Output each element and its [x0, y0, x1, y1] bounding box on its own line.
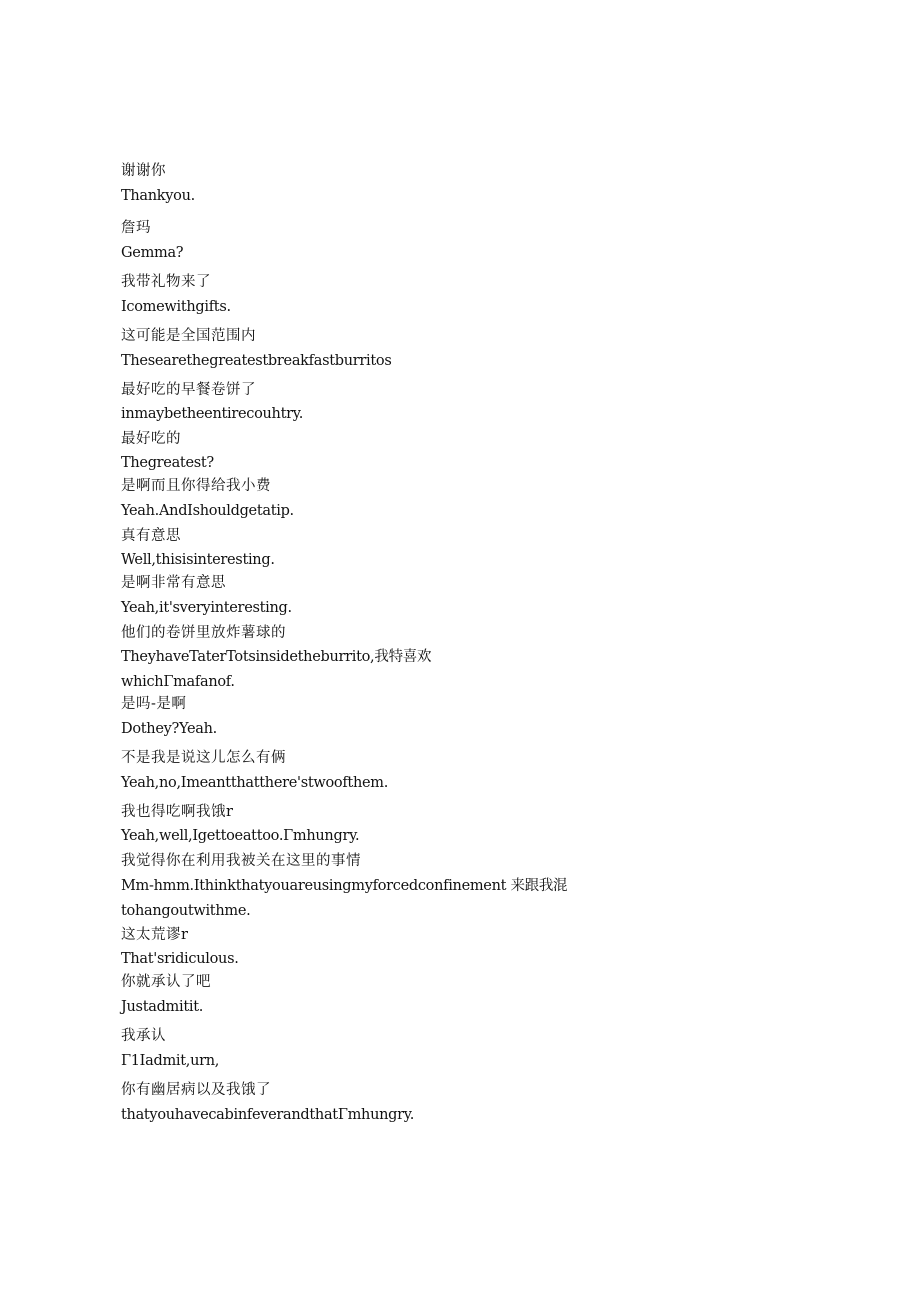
subtitle-en-7: Yeah.AndIshouldgetatip. [121, 503, 294, 519]
subtitle-en-4: Thesearethegreatestbreakfastburritos [121, 353, 392, 369]
subtitle-en-14b: tohangoutwithme. [121, 903, 251, 919]
subtitle-en-9: Yeah,it'sveryinteresting. [121, 600, 292, 616]
subtitle-en-10: TheyhaveTaterTotsinsidetheburrito,我特喜欢 [121, 649, 432, 665]
subtitle-en-11: Dothey?Yeah. [121, 721, 217, 737]
subtitle-zh-13: 我也得吃啊我饿r [121, 804, 234, 820]
subtitle-en-13: Yeah,well,Igettoeattoo.Γmhungry. [121, 828, 360, 844]
subtitle-en-16: Justadmitit. [121, 999, 204, 1015]
subtitle-zh-18: 你有幽居病以及我饿了 [121, 1082, 271, 1098]
subtitle-en-15: That'sridiculous. [121, 951, 239, 967]
subtitle-zh-10: 他们的卷饼里放炸薯球的 [121, 625, 286, 641]
subtitle-zh-12: 不是我是说这儿怎么有俩 [121, 750, 286, 766]
subtitle-en-10b: whichΓmafanof. [121, 674, 235, 690]
subtitle-en-12: Yeah,no,Imeantthatthere'stwoofthem. [121, 775, 389, 791]
subtitle-en-14: Mm-hmm.Ithinkthatyouareusingmyforcedconfinement 来跟我混 [121, 878, 568, 894]
subtitle-zh-1: 谢谢你 [121, 163, 166, 179]
subtitle-zh-8: 真有意思 [121, 528, 181, 544]
subtitle-zh-14: 我觉得你在利用我被关在这里的事情 [121, 853, 361, 869]
subtitle-zh-7: 是啊而且你得给我小费 [121, 478, 271, 494]
subtitle-zh-15: 这太荒谬r [121, 927, 189, 943]
subtitle-zh-3: 我带礼物来了 [121, 274, 211, 290]
subtitle-en-3: Icomewithgifts. [121, 299, 231, 315]
subtitle-zh-16: 你就承认了吧 [121, 974, 211, 990]
subtitle-en-8: Well,thisisinteresting. [121, 552, 275, 568]
subtitle-en-1: Thankyou. [121, 188, 195, 204]
subtitle-en-6: Thegreatest? [121, 455, 214, 471]
subtitle-zh-9: 是啊非常有意思 [121, 575, 226, 591]
subtitle-zh-6: 最好吃的 [121, 431, 181, 447]
subtitle-en-5: inmaybetheentirecouhtry. [121, 406, 304, 422]
subtitle-en-18: thatyouhavecabinfeverandthatΓmhungry. [121, 1107, 415, 1123]
subtitle-en-17: Γ1Iadmit,urn, [121, 1053, 220, 1069]
subtitle-zh-11: 是吗-是啊 [121, 696, 187, 712]
subtitle-zh-4: 这可能是全国范围内 [121, 328, 256, 344]
subtitle-zh-5: 最好吃的早餐卷饼了 [121, 382, 256, 398]
subtitle-en-2: Gemma? [121, 245, 184, 261]
subtitle-zh-2: 詹玛 [121, 220, 151, 236]
subtitle-zh-17: 我承认 [121, 1028, 166, 1044]
